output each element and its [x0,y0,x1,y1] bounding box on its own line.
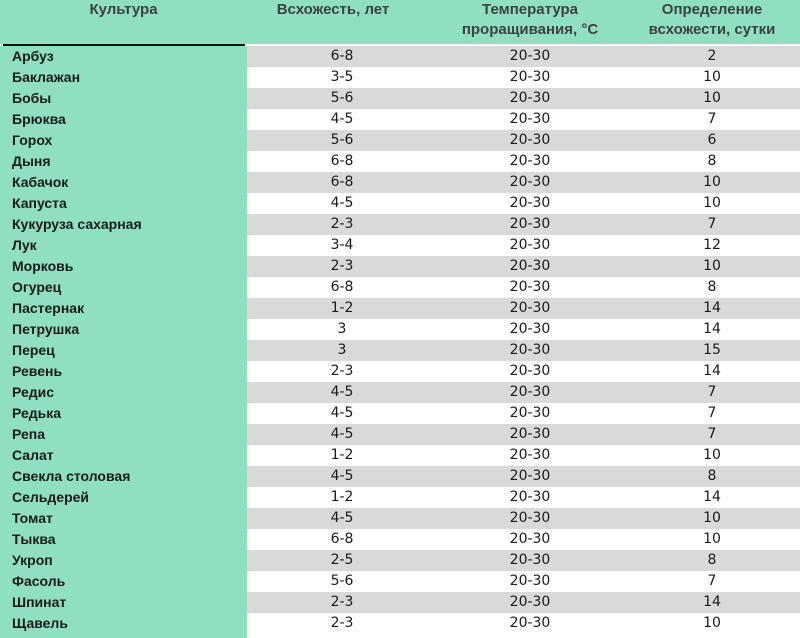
viability-cell: 4-5 [330,405,354,421]
header-determination: Определение всхожести, сутки [648,1,776,38]
header-crop: Культура [89,1,158,18]
viability-cell: 2-3 [330,216,354,232]
crop-name-cell: Морковь [12,258,74,274]
determination-days-cell: 10 [703,531,721,547]
viability-cell: 3-4 [330,237,354,253]
table-row [0,445,800,466]
table-row [0,613,800,634]
crop-name-cell: Ревень [12,363,63,379]
viability-cell: 4-5 [330,111,354,127]
determination-days-cell: 7 [707,384,717,400]
crop-name-cell: Кукуруза сахарная [12,216,142,232]
determination-days-cell: 14 [703,363,721,379]
viability-cell: 1-2 [330,447,354,463]
table-row [0,592,800,613]
crop-name-cell: Пастернак [12,300,85,316]
table-row [0,298,800,319]
determination-days-cell: 2 [707,48,717,64]
viability-cell: 1-2 [330,300,354,316]
table-row [0,382,800,403]
determination-days-cell: 10 [703,90,721,106]
temperature-cell: 20-30 [509,552,551,568]
temperature-cell: 20-30 [509,69,551,85]
crop-name-cell: Дыня [12,153,51,169]
temperature-cell: 20-30 [509,594,551,610]
determination-days-cell: 8 [707,279,717,295]
determination-days-cell: 7 [707,426,717,442]
temperature-cell: 20-30 [509,363,551,379]
temperature-cell: 20-30 [509,468,551,484]
table-row [0,88,800,109]
temperature-cell: 20-30 [509,237,551,253]
viability-cell: 5-6 [330,132,354,148]
temperature-cell: 20-30 [509,300,551,316]
determination-days-cell: 14 [703,489,721,505]
viability-cell: 2-5 [330,552,354,568]
temperature-cell: 20-30 [509,615,551,631]
table-row [0,130,800,151]
crop-name-cell: Фасоль [12,573,66,589]
determination-days-cell: 7 [707,405,717,421]
temperature-cell: 20-30 [509,258,551,274]
determination-days-cell: 8 [707,552,717,568]
crop-name-cell: Перец [12,342,55,358]
temperature-cell: 20-30 [509,426,551,442]
table-row [0,340,800,361]
temperature-cell: 20-30 [509,132,551,148]
crop-name-cell: Капуста [12,195,67,211]
table-row [0,508,800,529]
crop-name-cell: Огурец [12,279,62,295]
viability-cell: 1-2 [330,489,354,505]
crop-name-cell: Кабачок [12,174,69,190]
header-viability: Всхожесть, лет [276,1,390,18]
table-row [0,403,800,424]
determination-days-cell: 10 [703,615,721,631]
viability-cell: 6-8 [330,531,354,547]
determination-days-cell: 15 [703,342,721,358]
table-row [0,529,800,550]
crop-name-cell: Баклажан [12,69,81,85]
viability-cell: 2-3 [330,594,354,610]
viability-cell: 4-5 [330,468,354,484]
table-row [0,46,800,67]
crop-name-cell: Бобы [12,90,52,106]
viability-cell: 4-5 [330,426,354,442]
crop-name-cell: Редька [12,405,62,421]
crop-name-cell: Тыква [12,531,56,547]
viability-cell: 6-8 [330,48,354,64]
temperature-cell: 20-30 [509,90,551,106]
viability-cell: 4-5 [330,384,354,400]
crop-name-cell: Брюква [12,111,66,127]
table-row [0,466,800,487]
temperature-cell: 20-30 [509,489,551,505]
temperature-cell: 20-30 [509,531,551,547]
table-row [0,67,800,88]
temperature-cell: 20-30 [509,573,551,589]
viability-cell: 3 [337,321,347,337]
crop-name-cell: Горох [12,132,53,148]
table-row [0,172,800,193]
header-temperature: Температура проращивания, °С [461,1,599,38]
crop-name-cell: Арбуз [12,48,54,64]
determination-days-cell: 6 [707,132,717,148]
viability-cell: 4-5 [330,195,354,211]
temperature-cell: 20-30 [509,342,551,358]
viability-cell: 2-3 [330,615,354,631]
table-header [0,0,800,44]
determination-days-cell: 10 [703,447,721,463]
determination-days-cell: 10 [703,174,721,190]
table-row [0,151,800,172]
temperature-cell: 20-30 [509,195,551,211]
viability-cell: 2-3 [330,258,354,274]
temperature-cell: 20-30 [509,321,551,337]
crop-name-cell: Шпинат [12,594,67,610]
viability-cell: 3 [337,342,347,358]
table-row [0,550,800,571]
viability-cell: 4-5 [330,510,354,526]
table-row [0,277,800,298]
temperature-cell: 20-30 [509,510,551,526]
crop-name-cell: Щавель [12,615,68,631]
temperature-cell: 20-30 [509,111,551,127]
crop-name-cell: Сельдерей [12,489,90,505]
determination-days-cell: 8 [707,468,717,484]
temperature-cell: 20-30 [509,405,551,421]
table-row [0,193,800,214]
crop-name-cell: Свекла столовая [12,468,131,484]
determination-days-cell: 7 [707,111,717,127]
temperature-cell: 20-30 [509,48,551,64]
table-row [0,424,800,445]
temperature-cell: 20-30 [509,447,551,463]
viability-cell: 6-8 [330,174,354,190]
viability-cell: 6-8 [330,153,354,169]
crop-name-cell: Лук [12,237,37,253]
table-row [0,571,800,592]
crop-name-cell: Укроп [12,552,53,568]
viability-cell: 2-3 [330,363,354,379]
determination-days-cell: 10 [703,258,721,274]
temperature-cell: 20-30 [509,279,551,295]
viability-cell: 5-6 [330,90,354,106]
determination-days-cell: 10 [703,195,721,211]
table-row [0,361,800,382]
crop-name-cell: Редис [12,384,55,400]
determination-days-cell: 12 [703,237,721,253]
crop-name-cell: Томат [12,510,53,526]
temperature-cell: 20-30 [509,216,551,232]
determination-days-cell: 10 [703,510,721,526]
determination-days-cell: 14 [703,300,721,316]
viability-cell: 5-6 [330,573,354,589]
determination-days-cell: 14 [703,321,721,337]
table-row [0,487,800,508]
determination-days-cell: 7 [707,216,717,232]
table-row [0,319,800,340]
viability-cell: 6-8 [330,279,354,295]
table-row [0,256,800,277]
table-row [0,214,800,235]
crop-name-cell: Петрушка [12,321,80,337]
temperature-cell: 20-30 [509,153,551,169]
temperature-cell: 20-30 [509,174,551,190]
determination-days-cell: 7 [707,573,717,589]
determination-days-cell: 8 [707,153,717,169]
crop-name-cell: Репа [12,426,46,442]
determination-days-cell: 10 [703,69,721,85]
table-row [0,109,800,130]
viability-cell: 3-5 [330,69,354,85]
table-row [0,235,800,256]
temperature-cell: 20-30 [509,384,551,400]
crop-name-cell: Салат [12,447,54,463]
determination-days-cell: 14 [703,594,721,610]
